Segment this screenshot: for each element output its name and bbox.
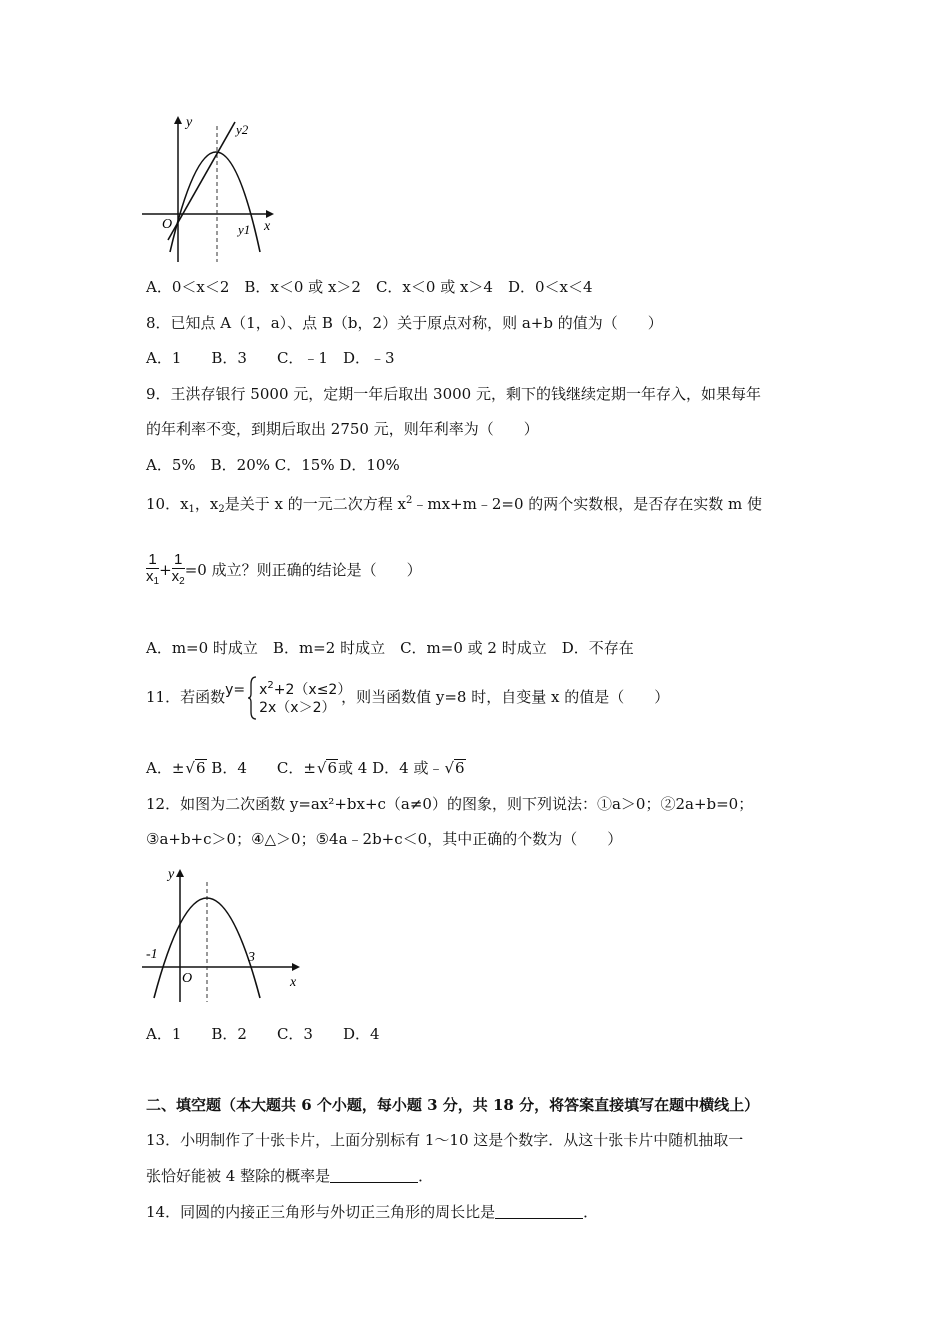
- q13-stem-line1: 13．小明制作了十张卡片，上面分别标有 1～10 这是个数字．从这十张卡片中随机抽取一: [146, 1131, 744, 1149]
- graph-2: [140, 864, 305, 1004]
- sqrt-icon: √: [316, 759, 327, 777]
- q10-stem-d: ﹣mx+m﹣2=0 的两个实数根，是否存在实数 m 使: [412, 495, 763, 513]
- q11-case2: 2x（x＞2）: [259, 700, 336, 716]
- q11-sqrt-c: 6: [327, 759, 338, 777]
- q10-options: A．m=0 时成立 B．m=2 时成立 C．m=0 或 2 时成立 D．不存在: [146, 639, 634, 657]
- q8-options: A．1 B．3 C．﹣1 D．﹣3: [146, 349, 395, 367]
- q10-plus: +: [159, 561, 172, 579]
- graph-1-parabola-y1: [170, 152, 260, 252]
- q9-stem-line1: 9．王洪存银行 5000 元，定期一年后取出 3000 元，剩下的钱继续定期一年存入，如果每年: [146, 385, 761, 403]
- q11-case1: $x^2+2(x\le 2)$: [259, 680, 352, 698]
- q10-sub1: 1: [188, 504, 195, 515]
- q10-stem: [146, 491, 762, 520]
- q10-frac1-denominator: $x_1$: [146, 568, 160, 587]
- q14-end: ．: [583, 1203, 599, 1221]
- section-2-heading: 二、填空题（本大题共 6 个小题，每小题 3 分，共 18 分，将答案直接填写在题中横线上）: [146, 1096, 760, 1114]
- q12-stem-line1: 12．如图为二次函数 y=ax²+bx+c（a≠0）的图象，则下列说法：①a＞0；②2a+b=0；: [146, 795, 754, 813]
- q11-piecewise: [225, 676, 352, 720]
- q14-answer-blank[interactable]: [495, 1203, 583, 1219]
- q14-stem: [146, 1202, 598, 1222]
- graph-1-x-label: x: [264, 219, 271, 234]
- q10-condition: [146, 552, 422, 590]
- q11-options: [146, 758, 466, 778]
- q7-options: A．0＜x＜2 B．x＜0 或 x＞2 C．x＜0 或 x＞4 D．0＜x＜4: [146, 278, 593, 296]
- graph-2-x-label: x: [290, 975, 297, 990]
- sqrt-icon: √: [444, 759, 455, 777]
- q10-frac2-denominator: $x_2$: [171, 568, 185, 587]
- graph-2-x-arrow: [292, 963, 300, 971]
- graph-1-y2-label: y2: [236, 122, 249, 137]
- q9-options: A．5% B．20% C．15% D．10%: [146, 456, 400, 474]
- q11-stem-b: ，则当函数值 y=8 时，自变量 x 的值是（ ）: [341, 688, 670, 706]
- q10-frac2-numerator: 1: [172, 552, 185, 569]
- q13-end: ．: [418, 1167, 434, 1185]
- graph-2-neg1-label: -1: [146, 947, 158, 962]
- q11-stem-a: 11．若函数: [146, 688, 226, 706]
- q10-fraction-1: [146, 552, 159, 590]
- graph-1: [140, 112, 280, 264]
- graph-1-x-arrow: [266, 210, 274, 218]
- q10-stem-b: ，x: [194, 495, 219, 513]
- q9-stem-line2: 的年利率不变，到期后取出 2750 元，则年利率为（ ）: [146, 420, 539, 438]
- q13-stem-line2: [146, 1166, 433, 1186]
- q13-stem-text: 张恰好能被 4 整除的概率是: [146, 1167, 331, 1185]
- q11-opt-b: B．4 C．±: [211, 759, 316, 777]
- q11-stem: [146, 674, 669, 720]
- graph-1-y1-label: y1: [238, 222, 251, 237]
- graph-2-origin-label: O: [182, 971, 193, 986]
- q11-sqrt-a: 6: [195, 759, 206, 777]
- q8-stem: 8．已知点 A（1，a）、点 B（b，2）关于原点对称，则 a+b 的值为（ ）: [146, 314, 663, 332]
- q11-sqrt-d: 6: [455, 759, 465, 777]
- q10-stem-a: 10．x: [146, 495, 189, 513]
- sqrt-icon: √: [185, 759, 195, 777]
- graph-2-y-arrow: [176, 869, 184, 877]
- q10-frac1-numerator: 1: [146, 552, 159, 569]
- graph-1-y-arrow: [174, 116, 182, 124]
- graph-1-y-label: y: [186, 115, 193, 130]
- q10-sup2: 2: [406, 495, 413, 506]
- q14-stem-text: 14．同圆的内接正三角形与外切正三角形的周长比是: [146, 1203, 496, 1221]
- q11-y-eq: y=: [225, 682, 246, 698]
- q11-brace-icon: [247, 676, 257, 720]
- q10-fraction-2: [172, 552, 185, 590]
- q11-opt-c: 或 4 D．4 或﹣: [338, 759, 444, 777]
- graph-2-y-label: y: [168, 867, 175, 882]
- graph-1-origin-label: O: [162, 217, 173, 232]
- q12-stem-line2: ③a+b+c＞0；④△＞0；⑤4a﹣2b+c＜0，其中正确的个数为（ ）: [146, 830, 623, 848]
- q10-stem-e: =0 成立？则正确的结论是（ ）: [184, 561, 422, 579]
- graph-2-three-label: 3: [248, 950, 255, 965]
- q12-options: A．1 B．2 C．3 D．4: [146, 1025, 380, 1043]
- q11-opt-a: A．±: [146, 759, 185, 777]
- q10-sub2: 2: [218, 504, 225, 515]
- q13-answer-blank[interactable]: [330, 1167, 418, 1183]
- q10-stem-c: 是关于 x 的一元二次方程 x: [224, 495, 406, 513]
